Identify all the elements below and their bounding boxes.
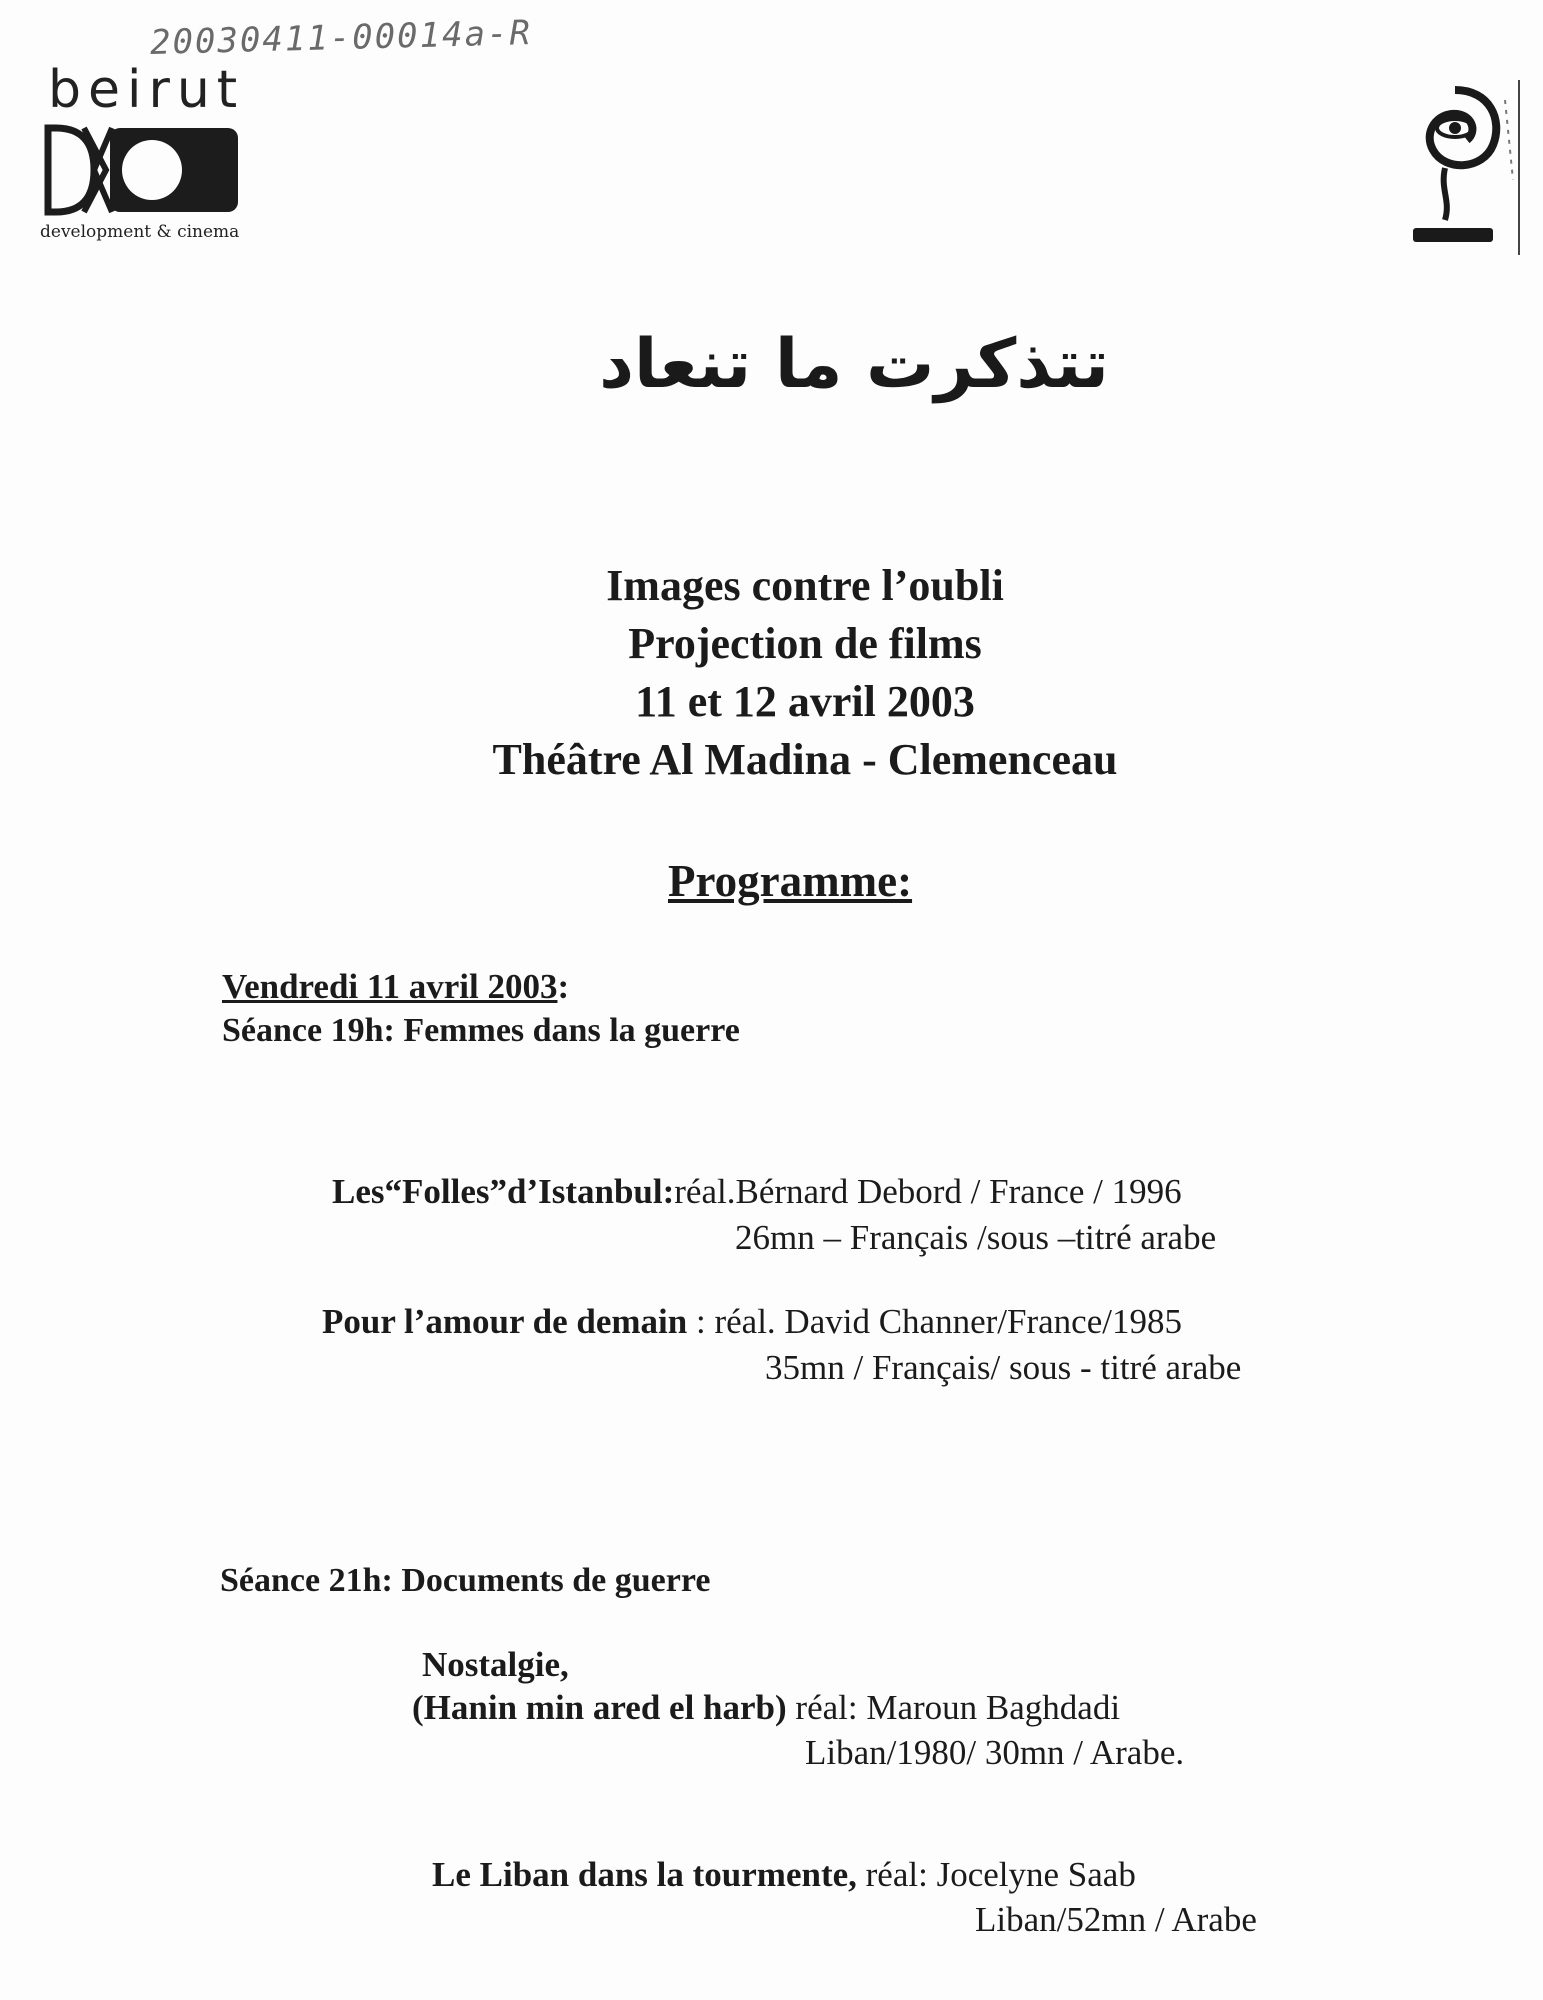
programme-heading: Programme:	[668, 856, 913, 906]
event-venue: Théâtre Al Madina - Clemenceau	[492, 735, 1118, 784]
brand-name: beirut	[48, 60, 245, 120]
film-credits: réal: Maroun Baghdadi	[786, 1688, 1121, 1727]
film-title: Le Liban dans la tourmente,	[432, 1855, 857, 1894]
film-entry	[432, 1855, 1136, 1895]
session-title: Séance 21h: Documents de guerre	[220, 1562, 711, 1599]
film-entry	[332, 1172, 1182, 1212]
arabic-title: تتذكرت ما تنعاد	[599, 325, 1109, 404]
film-credits: réal: Jocelyne Saab	[856, 1855, 1136, 1894]
film-details: 35mn / Français/ sous - titré arabe	[765, 1348, 1242, 1387]
brand-subtitle: development & cinema	[40, 222, 240, 242]
film-title: Pour l’amour de demain	[322, 1302, 688, 1341]
film-title: Nostalgie,	[422, 1645, 569, 1684]
film-details: Liban/1980/ 30mn / Arabe.	[805, 1733, 1185, 1772]
film-credits: réal.Bérnard Debord / France / 1996	[674, 1172, 1182, 1211]
film-entry	[322, 1302, 1182, 1342]
film-credits: : réal. David Channer/France/1985	[687, 1302, 1182, 1341]
film-details: 26mn – Français /sous –titré arabe	[735, 1218, 1217, 1257]
event-title: Images contre l’oubli	[606, 561, 1004, 610]
film-entry	[412, 1688, 1120, 1728]
session-title: Séance 19h: Femmes dans la guerre	[222, 1012, 740, 1049]
event-dates: 11 et 12 avril 2003	[635, 677, 975, 726]
day-label: Vendredi 11 avril 2003	[222, 967, 558, 1006]
event-subtitle: Projection de films	[628, 619, 982, 668]
programme-day	[222, 967, 569, 1007]
film-details: Liban/52mn / Arabe	[975, 1900, 1257, 1939]
film-title: (Hanin min ared el harb)	[412, 1688, 787, 1727]
dc-film-logo-icon	[44, 120, 244, 225]
film-title-line	[422, 1645, 569, 1685]
day-colon: :	[557, 967, 570, 1006]
handwritten-reference: 20030411-00014a-R	[149, 13, 533, 63]
film-title: Les“Folles”d’Istanbul:	[332, 1172, 675, 1211]
eye-spiral-logo-icon	[1385, 70, 1525, 265]
